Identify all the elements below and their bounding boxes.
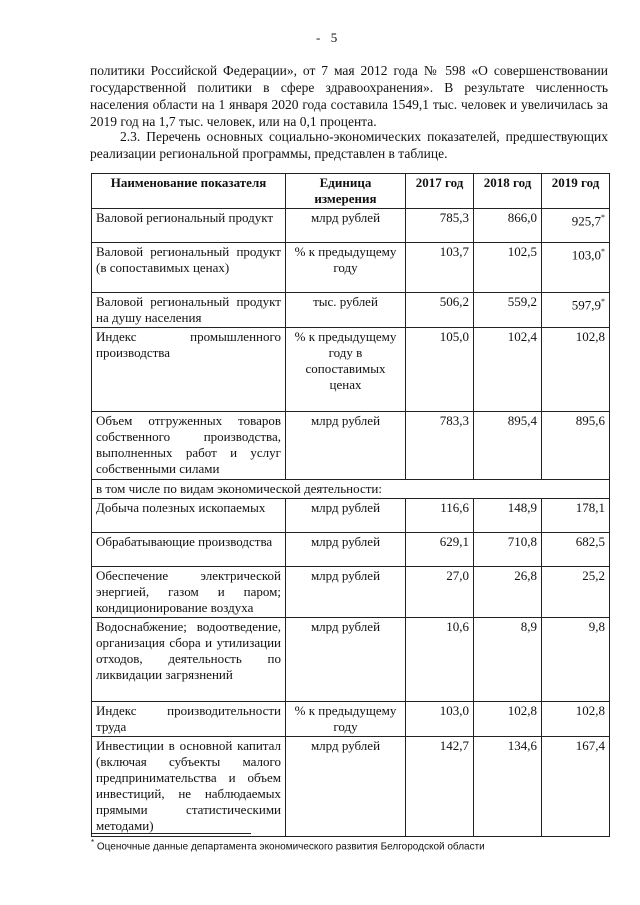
value-2018 <box>474 702 542 737</box>
estimate-mark: * <box>601 247 605 256</box>
header-name: Наименование показателя <box>92 174 286 209</box>
value-2018-text: 102,8 <box>507 703 537 718</box>
paragraph-table-intro: 2.3. Перечень основных социально-экономических показателей, предшествующих реализации региональной программы, представлен в таблице. <box>90 129 608 161</box>
value-2019-text: 102,8 <box>575 703 605 718</box>
value-2018 <box>474 567 542 618</box>
table-subheader: в том числе по видам экономической деятельности: <box>92 480 610 499</box>
table-row <box>92 499 610 533</box>
indicator-name-text: Валовой региональный продукт на душу населения <box>96 294 281 325</box>
table-header-row <box>92 174 610 209</box>
indicator-unit <box>286 702 406 737</box>
indicator-name-text: Валовой региональный продукт <box>96 210 274 225</box>
value-2019-text: 597,9 <box>571 297 601 313</box>
estimate-mark: * <box>601 213 605 222</box>
value-2017-text: 506,2 <box>439 294 469 309</box>
value-2019-text: 925,7 <box>571 213 601 229</box>
indicator-unit <box>286 737 406 837</box>
value-2017-text: 116,6 <box>440 500 469 515</box>
value-2018-text: 148,9 <box>507 500 537 515</box>
estimate-mark: * <box>601 297 605 306</box>
table-row <box>92 293 610 328</box>
indicator-name <box>92 243 286 293</box>
value-2017-text: 10,6 <box>446 619 469 634</box>
header-2017: 2017 год <box>406 174 474 209</box>
header-2018: 2018 год <box>474 174 542 209</box>
indicator-name-text: Водоснабжение; водоотведение, организация сбора и утилизации отходов, деятельность по ликвидации загрязнений <box>96 619 281 682</box>
indicator-unit <box>286 328 406 412</box>
indicator-unit-text: тыс. рублей <box>313 294 378 309</box>
indicator-name-text: Обеспечение электрической энергией, газом и паром; кондиционирование воздуха <box>96 568 281 615</box>
value-2017 <box>406 243 474 293</box>
indicator-unit <box>286 618 406 702</box>
value-2018-text: 134,6 <box>507 738 537 753</box>
indicator-unit-text: млрд рублей <box>310 534 381 549</box>
value-2019 <box>542 737 610 837</box>
value-2019-text: 25,2 <box>582 568 605 583</box>
indicator-unit-text: % к предыдущему году в сопоставимых ценах <box>294 329 397 392</box>
value-2018-text: 895,4 <box>507 413 537 428</box>
value-2018-text: 102,5 <box>507 244 537 259</box>
value-2017 <box>406 567 474 618</box>
indicator-name <box>92 702 286 737</box>
value-2017 <box>406 499 474 533</box>
indicator-name-text: Инвестиции в основной капитал (включая субъекты малого предпринимательства и объем инвестиций, не наблюдаемых прямыми статистическими методами) <box>96 738 281 833</box>
table-row <box>92 328 610 412</box>
value-2019 <box>542 243 610 293</box>
indicator-unit-text: млрд рублей <box>310 568 381 583</box>
value-2018-text: 8,9 <box>520 619 537 634</box>
value-2017-text: 783,3 <box>439 413 469 428</box>
indicator-unit-text: % к предыдущему году <box>294 244 397 275</box>
indicator-name-text: Индекс промышленного производства <box>96 329 281 360</box>
value-2017-text: 103,7 <box>439 244 469 259</box>
value-2017-text: 142,7 <box>439 738 469 753</box>
indicator-unit <box>286 209 406 243</box>
value-2018-text: 26,8 <box>514 568 537 583</box>
value-2019 <box>542 499 610 533</box>
indicator-unit <box>286 293 406 328</box>
indicator-unit-text: млрд рублей <box>310 210 381 225</box>
indicator-unit <box>286 533 406 567</box>
indicator-name <box>92 618 286 702</box>
value-2017 <box>406 293 474 328</box>
header-2019: 2019 год <box>542 174 610 209</box>
indicator-unit <box>286 243 406 293</box>
value-2019-text: 178,1 <box>575 500 605 515</box>
footnote-mark: * <box>91 838 95 847</box>
value-2019-text: 9,8 <box>588 619 605 634</box>
indicators-table <box>91 173 610 837</box>
value-2019 <box>542 328 610 412</box>
value-2019-text: 102,8 <box>575 329 605 344</box>
value-2017-text: 27,0 <box>446 568 469 583</box>
indicator-unit-text: млрд рублей <box>310 619 381 634</box>
value-2018 <box>474 293 542 328</box>
value-2019 <box>542 567 610 618</box>
table-row <box>92 533 610 567</box>
value-2018 <box>474 618 542 702</box>
indicator-name <box>92 567 286 618</box>
value-2017-text: 629,1 <box>439 534 469 549</box>
value-2017-text: 785,3 <box>439 210 469 225</box>
value-2019 <box>542 533 610 567</box>
value-2017 <box>406 618 474 702</box>
footnote-divider <box>91 833 251 834</box>
footnote-text: Оценочные данные департамента экономического развития Белгородской области <box>96 841 485 853</box>
indicator-name <box>92 737 286 837</box>
value-2017-text: 103,0 <box>439 703 469 718</box>
value-2019 <box>542 412 610 480</box>
value-2018-text: 102,4 <box>507 329 537 344</box>
value-2018 <box>474 209 542 243</box>
value-2019 <box>542 618 610 702</box>
indicator-unit <box>286 412 406 480</box>
indicator-unit-text: млрд рублей <box>310 413 381 428</box>
value-2018 <box>474 243 542 293</box>
value-2017-text: 105,0 <box>439 329 469 344</box>
indicator-unit <box>286 567 406 618</box>
indicator-unit-text: % к предыдущему году <box>294 703 397 734</box>
table-row <box>92 737 610 837</box>
table-row <box>92 567 610 618</box>
table-row <box>92 243 610 293</box>
value-2017 <box>406 209 474 243</box>
value-2018-text: 710,8 <box>507 534 537 549</box>
value-2017 <box>406 702 474 737</box>
value-2017 <box>406 412 474 480</box>
value-2018 <box>474 328 542 412</box>
value-2017 <box>406 328 474 412</box>
table-row <box>92 702 610 737</box>
indicator-name <box>92 533 286 567</box>
indicator-name <box>92 293 286 328</box>
value-2019-text: 895,6 <box>575 413 605 428</box>
indicator-name <box>92 209 286 243</box>
indicator-name-text: Добыча полезных ископаемых <box>96 500 266 515</box>
table-row <box>92 412 610 480</box>
page-number-dash: - <box>316 30 321 45</box>
value-2019-text: 682,5 <box>575 534 605 549</box>
table-subheader-row <box>92 480 610 499</box>
table-row <box>92 618 610 702</box>
indicator-unit-text: млрд рублей <box>310 500 381 515</box>
value-2018 <box>474 412 542 480</box>
value-2019-text: 167,4 <box>575 738 605 753</box>
indicator-name-text: Индекс производительности труда <box>96 703 281 734</box>
page-number <box>0 30 640 46</box>
indicator-unit <box>286 499 406 533</box>
value-2017 <box>406 737 474 837</box>
indicator-name <box>92 412 286 480</box>
value-2018 <box>474 533 542 567</box>
indicator-name-text: Валовой региональный продукт (в сопоставимых ценах) <box>96 244 281 275</box>
value-2019 <box>542 293 610 328</box>
indicator-name-text: Обрабатывающие производства <box>96 534 273 549</box>
value-2017 <box>406 533 474 567</box>
value-2019-text: 103,0 <box>571 247 601 263</box>
header-unit: Единица измерения <box>286 174 406 209</box>
page-number-value: 5 <box>330 30 338 45</box>
indicator-name <box>92 499 286 533</box>
value-2019 <box>542 209 610 243</box>
indicator-name-text: Объем отгруженных товаров собственного производства, выполненных работ и услуг собственными силами <box>96 413 281 476</box>
value-2018 <box>474 499 542 533</box>
footnote <box>91 838 485 852</box>
paragraph-intro: политики Российской Федерации», от 7 мая 2012 года № 598 «О совершенствовании государственной политики в сфере здравоохранения». В результате численность населения области на 1 января 2020 года составила 1549,1 тыс. человек и увеличилась за 2019 год на 1,7 тыс. человек, или на 0,1 процента. <box>90 63 608 129</box>
value-2018 <box>474 737 542 837</box>
indicator-unit-text: млрд рублей <box>310 738 381 753</box>
indicator-name <box>92 328 286 412</box>
value-2018-text: 866,0 <box>507 210 537 225</box>
value-2018-text: 559,2 <box>507 294 537 309</box>
value-2019 <box>542 702 610 737</box>
table-row <box>92 209 610 243</box>
